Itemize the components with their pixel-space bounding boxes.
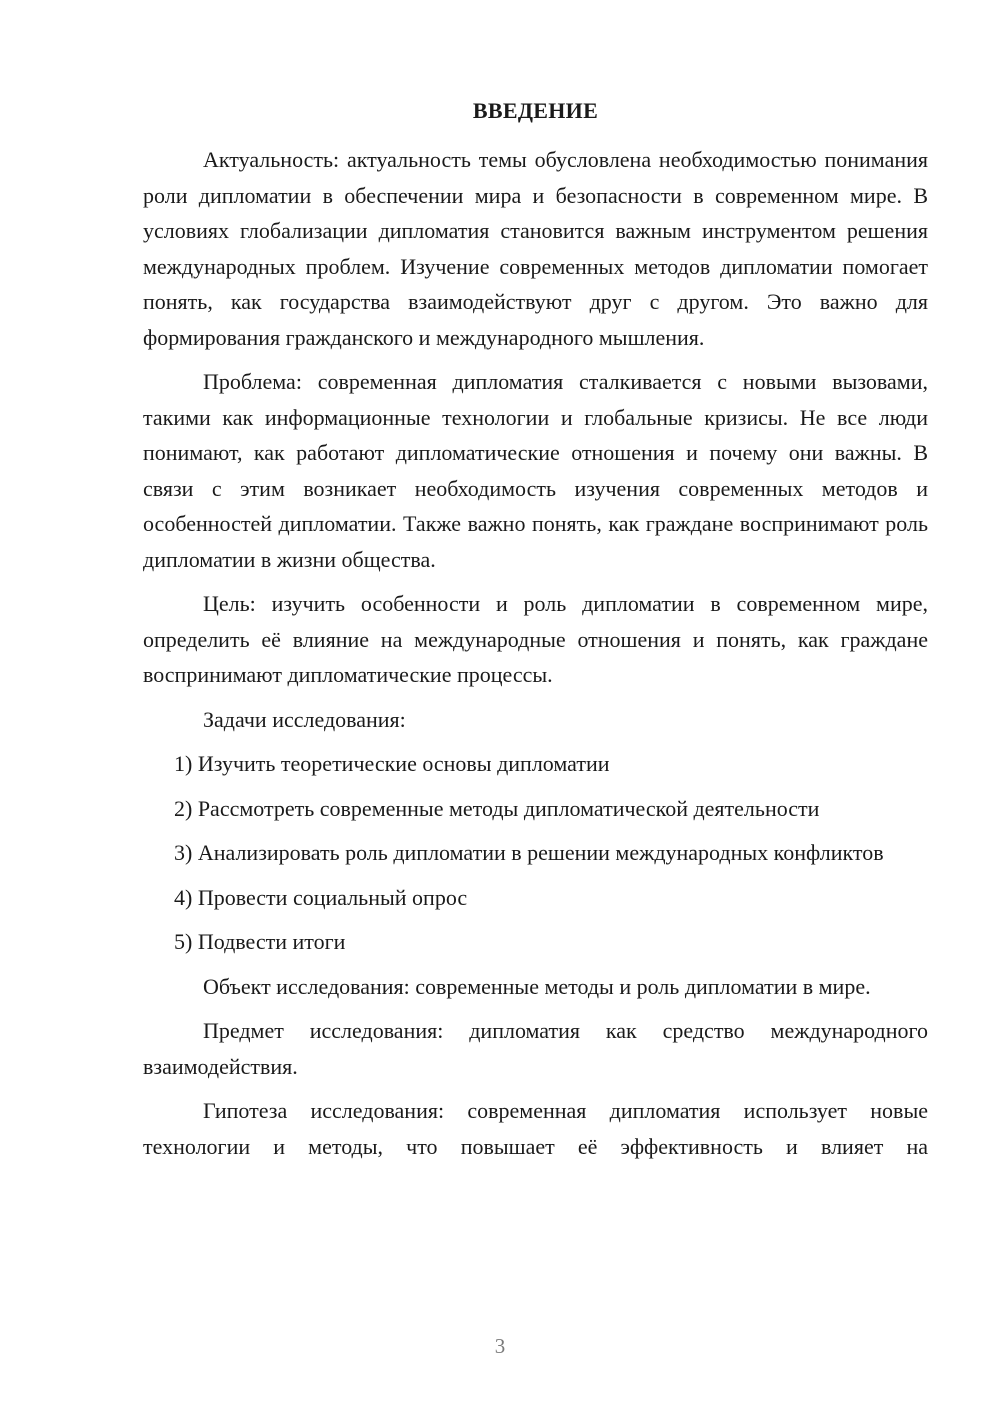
paragraph-relevance: Актуальность: актуальность темы обусловлена необходимостью понимания роли дипломатии в обеспечении мира и безопасности в современном мире. В условиях глобализации дипломатия становится важным инструментом решения международных проблем. Изучение современных методов дипломатии помогает понять, как государства взаимодействуют друг с другом. Это важно для формирования гражданского и международного мышления. xyxy=(143,147,928,350)
section-title: ВВЕДЕНИЕ xyxy=(472,98,599,123)
paragraph-object: Объект исследования: современные методы и роль дипломатии в мире. xyxy=(203,973,871,999)
page-number: 3 xyxy=(494,1334,506,1358)
document-body xyxy=(143,142,928,1173)
paragraph-tasks-heading: Задачи исследования: xyxy=(203,706,406,732)
task-item-2: 2) Рассмотреть современные методы дипломатической деятельности xyxy=(174,795,820,821)
task-item-1: 1) Изучить теоретические основы дипломатии xyxy=(174,751,610,776)
paragraph-hypothesis: Гипотеза исследования: современная дипломатия использует новые технологии и методы, что повышает её эффективность и влияет на xyxy=(143,1098,928,1159)
task-item-3: 3) Анализировать роль дипломатии в решении международных конфликтов xyxy=(174,840,884,865)
task-item-4: 4) Провести социальный опрос xyxy=(174,884,468,910)
paragraph-problem: Проблема: современная дипломатия сталкивается с новыми вызовами, такими как информационные технологии и глобальные кризисы. Не все люди понимают, как работают дипломатические отношения и почему они важны. В связи с этим возникает необходимость изучения современных методов и особенностей дипломатии. Также важно понять, как граждане воспринимают роль дипломатии в жизни общества. xyxy=(143,369,928,572)
paragraph-goal: Цель: изучить особенности и роль дипломатии в современном мире, определить её влияние на международные отношения и понять, как граждане воспринимают дипломатические процессы. xyxy=(143,591,928,687)
task-item-5: 5) Подвести итоги xyxy=(174,929,346,954)
paragraph-subject: Предмет исследования: дипломатия как средство международного взаимодействия. xyxy=(143,1018,928,1079)
